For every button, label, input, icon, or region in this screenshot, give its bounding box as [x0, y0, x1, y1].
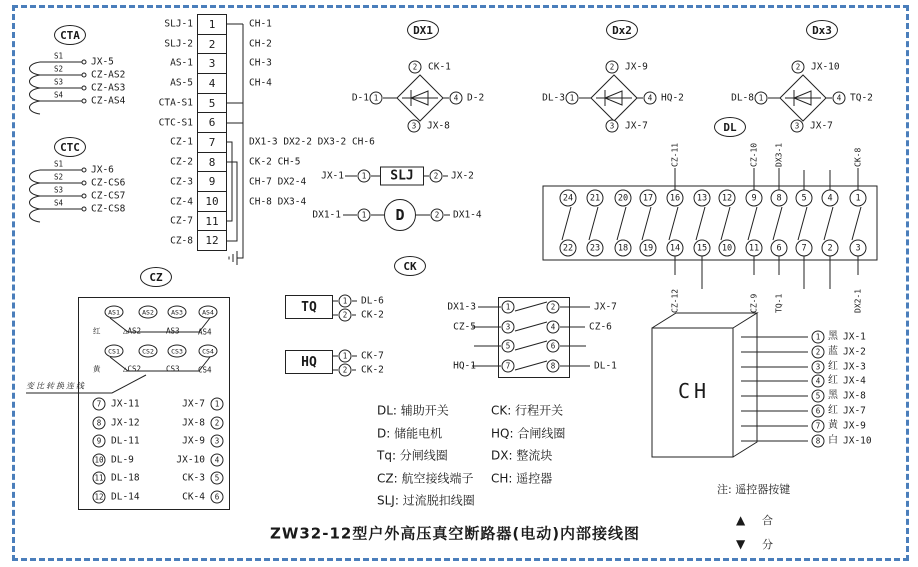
terminal-left-6: CTC-S1: [158, 117, 193, 129]
slj-pin-1: 1: [358, 170, 371, 183]
cz-pin: 2: [211, 417, 224, 430]
ch-wire-num: 8: [812, 435, 825, 448]
cta-wire-4: CZ-AS4: [91, 95, 126, 107]
ctc-wire-1: JX-6: [91, 164, 114, 176]
dx2-pin-3: 3: [606, 120, 619, 133]
legend-slj: SLJ: 过流脱扣线圈: [377, 493, 475, 508]
ch-wire-color: 黑: [828, 390, 838, 401]
ch-wire-num: 4: [812, 375, 825, 388]
dx1-pin-3: 3: [408, 120, 421, 133]
cta-wire-3: CZ-AS3: [91, 82, 126, 94]
cta-tap-s4: S4: [54, 90, 64, 100]
cz-pin: 8: [93, 417, 106, 430]
motor-left-wire: DX1-1: [312, 209, 341, 221]
cz-as-terminal: AS4: [199, 306, 218, 319]
ch-wire-num: 2: [812, 346, 825, 359]
cz-pin: 12: [94, 492, 104, 502]
dx2-pin-1: 1: [566, 92, 579, 105]
cz-cs-tap: CS3: [166, 364, 180, 374]
cz-cs-terminal: CS2: [139, 345, 158, 358]
ck-row-left: DX1-3: [447, 301, 476, 313]
terminal-right-2: CH-2: [249, 38, 272, 50]
terminal-left-12: CZ-8: [170, 235, 193, 247]
dx2-wire-2: JX-9: [625, 61, 648, 73]
terminal-right-4: CH-4: [249, 77, 272, 89]
ck-row-right: JX-7: [594, 301, 617, 313]
ck-pin: 6: [547, 340, 560, 353]
tq-wire-2: CK-2: [361, 309, 384, 321]
terminal-cell: 9: [198, 172, 226, 192]
tq-pin-2: 2: [339, 309, 352, 322]
terminal-cell: 7: [198, 133, 226, 153]
diagram-title: ZW32-12型户外高压真空断路器(电动)内部接线图: [269, 524, 641, 543]
slj-pin-2: 2: [430, 170, 443, 183]
cz-label: CZ: [140, 267, 172, 287]
dl-switch-blades: [562, 207, 861, 240]
legend-hq: HQ: 合闸线圈: [491, 426, 566, 441]
ch-wire-num: 3: [812, 361, 825, 374]
dl-contact: 19: [640, 240, 657, 257]
ctc-wire-2: CZ-CS6: [91, 177, 126, 189]
cz-pin-wire: CK-3: [182, 472, 205, 484]
slj-right-wire: JX-2: [451, 170, 474, 182]
hq-wire-2: CK-2: [361, 364, 384, 376]
cz-pin: 3: [211, 435, 224, 448]
ch-wire-label: JX-8: [843, 390, 866, 402]
dx1-wire-3: JX-8: [427, 120, 450, 132]
ch-wire-color: 红: [828, 361, 838, 372]
dx2-wire-4: HQ-2: [661, 92, 684, 104]
hq-pin-2: 2: [339, 364, 352, 377]
tq-wire-1: DL-6: [361, 295, 384, 307]
cz-pin-wire: JX-7: [182, 398, 205, 410]
dx3-wire-1: DL-8: [731, 92, 754, 104]
terminal-right-9: CH-7 DX2-4: [249, 176, 307, 188]
dx3-wire-3: JX-7: [810, 120, 833, 132]
ch-wire-color: 白: [828, 435, 838, 446]
cz-cs-terminal: CS3: [168, 345, 187, 358]
cz-as-terminal: AS1: [105, 306, 124, 319]
dl-label: DL: [714, 117, 746, 137]
ck-pin: 8: [547, 360, 560, 373]
dl-contact: 18: [615, 240, 632, 257]
ck-row-right: CZ-6: [589, 321, 612, 333]
ch-wire-color: 黄: [828, 420, 838, 431]
dl-top-wire-dx31: DX3-1: [774, 142, 784, 167]
dl-contact: 3: [850, 240, 867, 257]
cz-cs-terminal: CS4: [199, 345, 218, 358]
motor-pin-2: 2: [431, 209, 444, 222]
cz-pin: 1: [211, 398, 224, 411]
cta-wire-2: CZ-AS2: [91, 69, 126, 81]
dl-contact: 8: [771, 190, 788, 207]
cta-tap-s3: S3: [54, 77, 64, 87]
terminal-cell: 8: [198, 153, 226, 173]
ck-row-right: DL-1: [594, 360, 617, 372]
ctc-tap-s3: S3: [54, 185, 64, 195]
dl-top-wire-cz10: CZ-10: [749, 142, 759, 167]
ch-wire-label: JX-1: [843, 331, 866, 343]
hq-pin-1: 1: [339, 350, 352, 363]
dx3-pin-4: 4: [833, 92, 846, 105]
ch-wire-color: 黑: [828, 331, 838, 342]
ch-wire-label: JX-7: [843, 405, 866, 417]
dx3-pin-3: 3: [791, 120, 804, 133]
terminal-cell: 10: [198, 192, 226, 212]
terminal-right-10: CH-8 DX3-4: [249, 196, 307, 208]
cz-pin-wire: JX-12: [111, 417, 140, 429]
cz-as-terminal: AS3: [168, 306, 187, 319]
cz-pin-wire: CK-4: [182, 491, 205, 503]
dl-bottom-wire-cz9: CZ-9: [749, 293, 759, 313]
terminal-cell: 6: [198, 113, 226, 133]
terminal-cell: 3: [198, 54, 226, 74]
dx3-pin-1: 1: [755, 92, 768, 105]
dl-top-wire-cz11: CZ-11: [670, 142, 680, 167]
dl-bottom-wire-dx21: DX2-1: [853, 288, 863, 313]
terminal-ground-bracket: [227, 24, 243, 258]
motor-circle: D: [384, 199, 416, 231]
hq-wire-1: CK-7: [361, 350, 384, 362]
dl-contact: 1: [850, 190, 867, 207]
cta-coil: [30, 62, 41, 114]
ch-wire-color: 红: [828, 375, 838, 386]
ck-pin: 2: [547, 301, 560, 314]
dl-contact: 13: [694, 190, 711, 207]
terminal-right-1: CH-1: [249, 18, 272, 30]
terminal-left-8: CZ-2: [170, 156, 193, 168]
dx2-pin-4: 4: [644, 92, 657, 105]
dx3-wire-2: JX-10: [811, 61, 840, 73]
terminal-left-9: CZ-3: [170, 176, 193, 188]
cz-pin: 7: [93, 398, 106, 411]
slj-left-wire: JX-1: [321, 170, 344, 182]
ch-wire-num: 1: [812, 331, 825, 344]
cz-pin-wire: DL-18: [111, 472, 140, 484]
dx1-label: DX1: [407, 20, 439, 40]
legend-d: D: 储能电机: [377, 426, 443, 441]
terminal-left-1: SLJ-1: [164, 18, 193, 30]
cz-red-label: 红: [93, 326, 101, 336]
dl-bottom-wire-tq1: TQ-1: [774, 293, 784, 313]
cta-tap-s1: S1: [54, 51, 64, 61]
dl-top-stubs: [675, 168, 858, 190]
cz-pin-wire: JX-8: [182, 417, 205, 429]
dx1-pin-2: 2: [409, 61, 422, 74]
dl-contact: 2: [822, 240, 839, 257]
dx1-pin-1: 1: [370, 92, 383, 105]
terminal-right-3: CH-3: [249, 57, 272, 69]
cz-pin-wire: JX-10: [176, 454, 205, 466]
terminal-cell: 1: [198, 15, 226, 35]
dl-contact: 12: [719, 190, 736, 207]
legend-tq: Tq: 分闸线圈: [377, 448, 448, 463]
dl-top-wire-ck8: CK-8: [853, 147, 863, 167]
ch-wire-label: JX-2: [843, 346, 866, 358]
cz-pin: 10: [94, 455, 104, 465]
dl-contact: 22: [560, 240, 577, 257]
dl-contact: 11: [746, 240, 763, 257]
terminal-left-4: AS-5: [170, 77, 193, 89]
dl-contact: 9: [746, 190, 763, 207]
terminal-right-8: CK-2 CH-5: [249, 156, 301, 168]
cta-wire-1: JX-5: [91, 56, 114, 68]
cta-label: CTA: [54, 25, 86, 45]
dx3-pin-2: 2: [792, 61, 805, 74]
cz-as-terminal: AS2: [139, 306, 158, 319]
dx2-wire-3: JX-7: [625, 120, 648, 132]
dl-bottom-wire-cz12: CZ-12: [670, 288, 680, 313]
ctc-tap-s1: S1: [54, 159, 64, 169]
cz-pin: 11: [94, 473, 104, 483]
cz-ratio-note: 变比转换连线: [26, 381, 86, 391]
dx2-label: Dx2: [606, 20, 638, 40]
dx1-wire-1: D-1: [351, 92, 369, 104]
ctc-coil: [30, 170, 41, 222]
cz-as-tap: AS4: [198, 327, 212, 337]
ch-wire-lines: [741, 337, 808, 441]
ch-label: CH: [677, 379, 711, 403]
legend-cz: CZ: 航空接线端子: [377, 471, 474, 486]
dx2-wire-1: DL-3: [542, 92, 565, 104]
cz-pin: 9: [93, 435, 106, 448]
ch-wire-label: JX-3: [843, 361, 866, 373]
ck-pin: 7: [502, 360, 515, 373]
ctc-label: CTC: [54, 137, 86, 157]
legend-ck: CK: 行程开关: [491, 403, 564, 418]
legend-dx: DX: 整流块: [491, 448, 553, 463]
cz-pin: 5: [211, 472, 224, 485]
tq-pin-1: 1: [339, 295, 352, 308]
legend-ch: CH: 遥控器: [491, 471, 553, 486]
ch-wire-num: 5: [812, 390, 825, 403]
dl-contact: 23: [587, 240, 604, 257]
ck-row-left: CZ-5: [453, 321, 476, 333]
ck-label: CK: [394, 256, 426, 276]
dl-contact: 20: [615, 190, 632, 207]
terminal-right-7: DX1-3 DX2-2 DX3-2 CH-6: [249, 136, 375, 148]
cz-pin: 4: [211, 454, 224, 467]
ch-wire-num: 7: [812, 420, 825, 433]
terminal-left-3: AS-1: [170, 57, 193, 69]
cz-yellow-label: 黄: [93, 364, 101, 374]
terminal-left-7: CZ-1: [170, 136, 193, 148]
terminal-left-11: CZ-7: [170, 215, 193, 227]
ch-wire-num: 6: [812, 405, 825, 418]
cz-pin-wire: DL-14: [111, 491, 140, 503]
ground-symbol: [229, 251, 237, 265]
dx1-wire-4: D-2: [467, 92, 485, 104]
motor-pin-1: 1: [358, 209, 371, 222]
terminal-bracket-7-11: [227, 142, 232, 221]
dx3-label: Dx3: [806, 20, 838, 40]
cz-pin-wire: DL-9: [111, 454, 134, 466]
hq-box: HQ: [285, 350, 333, 374]
terminal-left-2: SLJ-2: [164, 38, 193, 50]
terminal-cell: 5: [198, 94, 226, 114]
dl-contact: 7: [796, 240, 813, 257]
ck-pin: 1: [502, 301, 515, 314]
cz-pin-wire: JX-11: [111, 398, 140, 410]
cz-as-tap: △AS2: [123, 326, 142, 336]
terminal-left-10: CZ-4: [170, 196, 193, 208]
dx2-pin-2: 2: [606, 61, 619, 74]
ch-wire-label: JX-9: [843, 420, 866, 432]
cz-pin-wire: DL-11: [111, 435, 140, 447]
dl-contact: 14: [667, 240, 684, 257]
ck-row-left: HQ-1: [453, 360, 476, 372]
ctc-tap-s2: S2: [54, 172, 64, 182]
ck-pin: 3: [502, 321, 515, 334]
cz-cs-tap: △CS2: [123, 364, 142, 374]
ctc-wire-4: CZ-CS8: [91, 203, 126, 215]
cz-cs-terminal: CS1: [105, 345, 124, 358]
terminal-cell: 4: [198, 74, 226, 94]
legend-dl: DL: 辅助开关: [377, 403, 449, 418]
dl-contact: 21: [587, 190, 604, 207]
slj-box: SLJ: [380, 167, 424, 186]
dl-contact: 15: [694, 240, 711, 257]
ch-wire-color: 红: [828, 405, 838, 416]
terminal-cell: 2: [198, 35, 226, 55]
ch-wire-label: JX-4: [843, 375, 866, 387]
dl-bottom-stubs: [675, 256, 858, 289]
cz-pin: 6: [211, 491, 224, 504]
ch-wire-label: JX-10: [843, 435, 872, 447]
dx1-wire-2: CK-1: [428, 61, 451, 73]
dl-contact: 16: [667, 190, 684, 207]
cta-tap-s2: S2: [54, 64, 64, 74]
close-triangle-icon: ▲: [736, 513, 746, 527]
remote-note-title: 注: 遥控器按键: [717, 483, 791, 496]
dl-contact: 24: [560, 190, 577, 207]
motor-right-wire: DX1-4: [453, 209, 482, 221]
ctc-wire-3: CZ-CS7: [91, 190, 126, 202]
ck-pin: 4: [547, 321, 560, 334]
terminal-block: [197, 14, 227, 251]
close-label: 合: [762, 514, 773, 527]
dl-contact: 17: [640, 190, 657, 207]
tq-box: TQ: [285, 295, 333, 319]
terminal-cell: 11: [198, 212, 226, 232]
terminal-left-5: CTA-S1: [158, 97, 193, 109]
dx1-pin-4: 4: [450, 92, 463, 105]
dx3-wire-4: TQ-2: [850, 92, 873, 104]
dl-contact: 4: [822, 190, 839, 207]
ch-wire-color: 蓝: [828, 346, 838, 357]
terminal-cell: 12: [205, 234, 219, 248]
cz-as-tap: AS3: [166, 326, 180, 336]
cz-pin-wire: JX-9: [182, 435, 205, 447]
open-triangle-icon: ▼: [736, 537, 746, 551]
open-label: 分: [762, 538, 773, 551]
dl-contact: 10: [719, 240, 736, 257]
dl-contact: 5: [796, 190, 813, 207]
ck-pin: 5: [502, 340, 515, 353]
ctc-tap-s4: S4: [54, 198, 64, 208]
cz-cs-tap: CS4: [198, 365, 212, 375]
dl-contact: 6: [771, 240, 788, 257]
